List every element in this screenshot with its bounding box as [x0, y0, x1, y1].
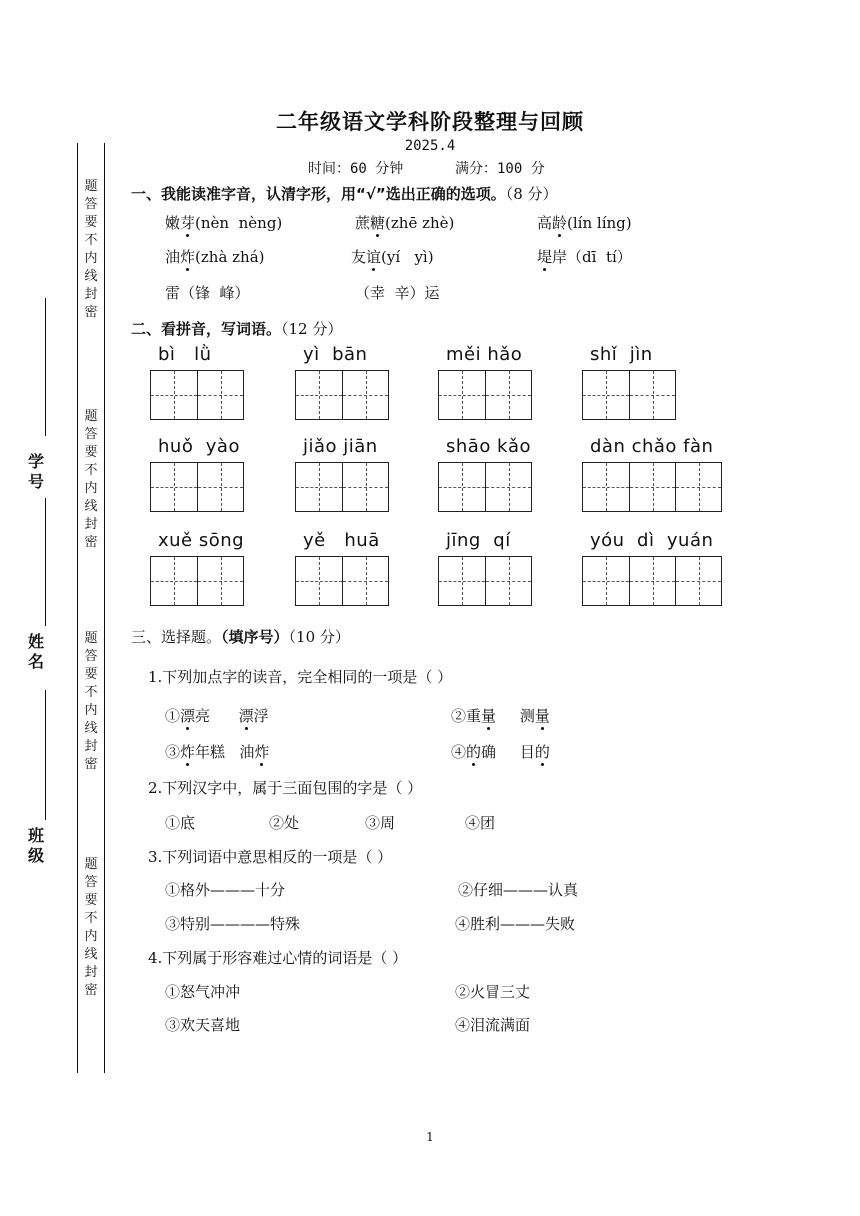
tianzi-cell[interactable]	[342, 371, 388, 419]
tianzi-cell[interactable]	[485, 557, 531, 605]
tianzi-grid[interactable]	[582, 462, 722, 512]
tianzi-cell[interactable]	[583, 463, 629, 511]
q1-o3-num: ③	[165, 743, 181, 761]
class-underline	[45, 690, 46, 820]
exam-date: 2025.4	[404, 138, 456, 154]
tianzi-cell[interactable]	[151, 463, 197, 511]
tianzi-cell[interactable]	[485, 463, 531, 511]
section1-heading-text: 一、我能读准字音，认清字形，用“√”选出正确的选项。	[131, 185, 506, 203]
section1-item	[355, 212, 454, 233]
tianzi-grid[interactable]	[438, 370, 532, 420]
q2-stem: 2.下列汉字中，属于三面包围的字是（ ）	[148, 779, 423, 797]
q1-option-4	[451, 741, 550, 762]
pinyin-label: jiǎo jiān	[303, 436, 378, 457]
section1-item	[537, 246, 632, 267]
q1-o1-dot1: 漂	[180, 707, 196, 725]
section3-heading-plain: 三、选择题。	[131, 628, 222, 646]
section1-item-pre: 友	[351, 248, 367, 266]
section1-item-dotted: 芽	[180, 214, 196, 232]
section3-heading	[131, 626, 350, 647]
q4-option-4: ④泪流满面	[455, 1016, 531, 1034]
section1-item-pre: 油	[165, 248, 181, 266]
q1-o2-dot2: 量	[534, 707, 550, 725]
q1-o3-dot1: 炸	[180, 743, 196, 761]
q2-option-1: ①底	[165, 814, 196, 832]
section1-item-post: 岸（dī tí）	[552, 248, 632, 266]
section1-item-dotted: 堤	[537, 248, 553, 266]
tianzi-cell[interactable]	[439, 371, 485, 419]
tianzi-grid[interactable]	[295, 370, 389, 420]
pinyin-label: shāo kǎo	[446, 436, 532, 457]
section1-item-post: 雷（锋 峰）	[165, 284, 250, 302]
section1-item	[537, 212, 632, 233]
tianzi-cell[interactable]	[296, 557, 342, 605]
section1-item-dotted: 炸	[180, 248, 196, 266]
tianzi-cell[interactable]	[583, 557, 629, 605]
q3-option-2: ②仔细———认真	[458, 881, 579, 899]
class-label	[27, 826, 45, 866]
pinyin-label: jīng qí	[446, 530, 511, 551]
q4-option-3: ③欢天喜地	[165, 1016, 241, 1034]
page-number: 1	[426, 1130, 434, 1144]
section3-points: （10 分）	[288, 628, 350, 646]
q2-option-3: ③周	[365, 814, 396, 832]
q1-o4-dot1: 的	[466, 743, 482, 761]
section2-heading	[131, 318, 342, 339]
tianzi-cell[interactable]	[296, 463, 342, 511]
pinyin-label: bì lǜ	[158, 344, 212, 365]
section1-points: （8 分）	[505, 185, 558, 203]
section1-item	[165, 212, 282, 233]
section1-item-post: （幸 辛）运	[355, 284, 440, 302]
pinyin-label: dàn chǎo fàn	[590, 436, 714, 457]
tianzi-cell[interactable]	[485, 371, 531, 419]
student-no-text: 学号	[27, 452, 44, 491]
tianzi-grid[interactable]	[582, 556, 722, 606]
tianzi-cell[interactable]	[439, 463, 485, 511]
tianzi-grid[interactable]	[438, 462, 532, 512]
tianzi-cell[interactable]	[675, 463, 721, 511]
q2-option-4: ④团	[465, 814, 496, 832]
section1-item	[165, 246, 265, 267]
tianzi-cell[interactable]	[151, 557, 197, 605]
pinyin-label: shǐ jìn	[590, 344, 653, 365]
exam-time: 时间：60 分钟	[308, 161, 404, 177]
tianzi-grid[interactable]	[295, 462, 389, 512]
q3-option-4: ④胜利———失败	[455, 915, 576, 933]
tianzi-grid[interactable]	[438, 556, 532, 606]
q1-o4-mid: 确 目	[481, 743, 535, 761]
tianzi-cell[interactable]	[197, 463, 243, 511]
q1-o2-mid: 测	[496, 707, 535, 725]
name-text: 姓名	[27, 632, 44, 671]
section1-item-dotted: 谊	[366, 248, 382, 266]
section1-heading	[131, 183, 558, 204]
section3-heading-bold: （填序号）	[221, 628, 289, 646]
binding-line-right	[104, 143, 105, 1073]
pinyin-label: xuě sōng	[158, 530, 245, 551]
tianzi-grid[interactable]	[150, 370, 244, 420]
q2-option-2: ②处	[269, 814, 300, 832]
q1-o1-end: 浮	[253, 707, 269, 725]
tianzi-cell[interactable]	[342, 463, 388, 511]
tianzi-cell[interactable]	[675, 557, 721, 605]
pinyin-label: yì bān	[303, 344, 368, 365]
tianzi-cell[interactable]	[629, 371, 675, 419]
q1-o4-dot2: 的	[534, 743, 550, 761]
binding-line-left	[77, 143, 78, 1073]
q1-option-3	[165, 741, 269, 762]
section1-item-dotted: 龄	[552, 214, 568, 232]
q1-option-2	[451, 705, 550, 726]
section1-item-post: (nèn nèng)	[195, 214, 283, 232]
pinyin-label: yě huā	[303, 530, 380, 551]
q3-option-1: ①格外———十分	[165, 881, 286, 899]
q1-o1-mid: 亮	[195, 707, 239, 725]
name-label	[27, 632, 45, 672]
q4-option-1: ①怒气冲冲	[165, 983, 241, 1001]
section2-points: （12 分）	[281, 320, 343, 338]
tianzi-grid[interactable]	[295, 556, 389, 606]
q3-option-3: ③特别————特殊	[165, 915, 301, 933]
q1-o4-num: ④	[451, 743, 467, 761]
q1-option-1	[165, 705, 269, 726]
student-no-underline	[45, 298, 46, 436]
tianzi-cell[interactable]	[151, 371, 197, 419]
tianzi-cell[interactable]	[296, 371, 342, 419]
q1-o3-mid: 年糕 油	[195, 743, 255, 761]
q1-o1-num: ①	[165, 707, 181, 725]
pinyin-label: yóu dì yuán	[590, 530, 714, 551]
pinyin-label: huǒ yào	[158, 436, 240, 457]
tianzi-grid[interactable]	[150, 556, 244, 606]
section1-item-pre: 蔗	[355, 214, 371, 232]
q1-o3-dot2: 炸	[254, 743, 270, 761]
pinyin-label: měi hǎo	[446, 344, 523, 365]
class-text: 班级	[27, 826, 44, 865]
tianzi-cell[interactable]	[583, 371, 629, 419]
section1-item-post: (lín líng)	[567, 214, 632, 232]
tianzi-cell[interactable]	[629, 557, 675, 605]
exam-score: 满分：100 分	[455, 161, 545, 177]
tianzi-cell[interactable]	[439, 557, 485, 605]
tianzi-cell[interactable]	[629, 463, 675, 511]
q1-o2-dot1: 量	[481, 707, 497, 725]
q1-stem: 1.下列加点字的读音，完全相同的一项是（ ）	[148, 668, 453, 686]
tianzi-cell[interactable]	[342, 557, 388, 605]
section2-heading-text: 二、看拼音，写词语。	[131, 320, 282, 338]
section1-item-pre: 嫩	[165, 214, 181, 232]
section1-item-post: (yí yì)	[381, 248, 434, 266]
section1-item-pre: 高	[537, 214, 553, 232]
q4-stem: 4.下列属于形容难过心情的词语是（ ）	[148, 949, 408, 967]
q3-stem: 3.下列词语中意思相反的一项是（ ）	[148, 848, 393, 866]
seal-text-column: 题 答 要 不 内 线 封 密	[84, 179, 98, 320]
tianzi-grid[interactable]	[582, 370, 676, 420]
tianzi-cell[interactable]	[197, 557, 243, 605]
q1-o2-pre: ②重	[451, 707, 482, 725]
seal-text-column: 题 答 要 不 内 线 封 密	[84, 631, 98, 772]
name-underline	[45, 498, 46, 626]
section1-item	[351, 246, 434, 267]
seal-text-column: 题 答 要 不 内 线 封 密	[84, 857, 98, 998]
section1-item	[165, 282, 250, 303]
q4-option-2: ②火冒三丈	[455, 983, 531, 1001]
section1-item-post: (zhē zhè)	[385, 214, 455, 232]
section1-item-dotted: 糖	[370, 214, 386, 232]
section1-item-post: (zhà zhá)	[195, 248, 265, 266]
student-no-label	[27, 452, 45, 492]
tianzi-grid[interactable]	[150, 462, 244, 512]
section1-item	[355, 282, 440, 303]
seal-text-column: 题 答 要 不 内 线 封 密	[84, 409, 98, 550]
page-title: 二年级语文学科阶段整理与回顾	[276, 110, 584, 134]
tianzi-cell[interactable]	[197, 371, 243, 419]
q1-o1-dot2: 漂	[238, 707, 254, 725]
